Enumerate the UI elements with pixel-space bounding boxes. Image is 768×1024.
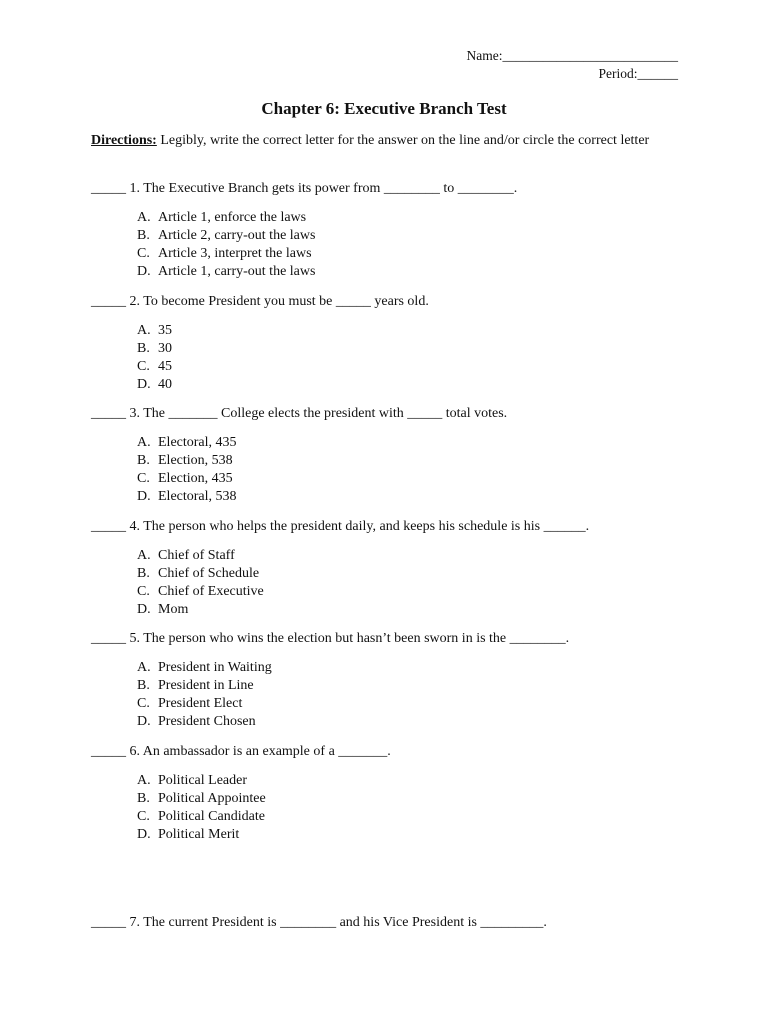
option-text: Election, 538 [158, 453, 233, 468]
question-3-options [137, 434, 237, 506]
option-item [137, 434, 237, 452]
option-text: Political Candidate [158, 809, 265, 824]
option-letter: D. [137, 827, 151, 842]
option-text: Chief of Executive [158, 584, 264, 599]
option-text: President in Line [158, 678, 254, 693]
option-text: Chief of Schedule [158, 566, 260, 581]
question-1: _____ 1. The Executive Branch gets its power from ________ to ________. [91, 181, 518, 196]
option-letter: B. [137, 791, 150, 806]
option-item [137, 358, 172, 376]
option-text: Mom [158, 602, 189, 617]
option-text: Election, 435 [158, 471, 233, 486]
name-field: Name:__________________________ [466, 48, 678, 63]
option-letter: A. [137, 548, 151, 563]
option-text: Chief of Staff [158, 548, 235, 563]
option-item [137, 565, 264, 583]
question-2-options [137, 322, 172, 394]
option-item [137, 376, 172, 394]
question-4: _____ 4. The person who helps the president daily, and keeps his schedule is his ______. [91, 519, 590, 534]
question-4-options [137, 547, 264, 619]
option-text: President in Waiting [158, 660, 272, 675]
question-6-options [137, 772, 266, 844]
option-item [137, 713, 272, 731]
option-text: Political Merit [158, 827, 240, 842]
option-item [137, 601, 264, 619]
option-text: Article 3, interpret the laws [158, 246, 312, 261]
directions-text: Legibly, write the correct letter for the answer on the line and/or circle the correct letter [156, 133, 650, 148]
option-letter: B. [137, 566, 150, 581]
question-1-options [137, 209, 315, 281]
option-letter: C. [137, 246, 150, 261]
directions [91, 132, 671, 150]
option-text: Political Appointee [158, 791, 266, 806]
option-item [137, 452, 237, 470]
option-item [137, 227, 315, 245]
option-letter: A. [137, 435, 151, 450]
option-text: Electoral, 538 [158, 489, 237, 504]
option-letter: C. [137, 359, 150, 374]
option-text: 35 [158, 323, 172, 338]
option-text: 40 [158, 377, 172, 392]
question-6: _____ 6. An ambassador is an example of a _______. [91, 744, 391, 759]
option-letter: C. [137, 696, 150, 711]
option-text: Political Leader [158, 773, 248, 788]
option-item [137, 695, 272, 713]
option-letter: A. [137, 210, 151, 225]
option-item [137, 209, 315, 227]
option-letter: C. [137, 471, 150, 486]
option-letter: A. [137, 323, 151, 338]
question-7: _____ 7. The current President is ________ and his Vice President is _________. [91, 915, 547, 930]
option-item [137, 470, 237, 488]
option-letter: D. [137, 602, 151, 617]
option-item [137, 340, 172, 358]
option-text: President Chosen [158, 714, 256, 729]
option-text: Article 1, enforce the laws [158, 210, 307, 225]
option-letter: A. [137, 660, 151, 675]
option-text: President Elect [158, 696, 243, 711]
option-text: Electoral, 435 [158, 435, 237, 450]
question-5: _____ 5. The person who wins the election but hasn’t been sworn in is the ________. [91, 631, 570, 646]
option-item [137, 583, 264, 601]
option-item [137, 322, 172, 340]
option-item [137, 677, 272, 695]
option-letter: B. [137, 341, 150, 356]
option-letter: A. [137, 773, 151, 788]
option-letter: B. [137, 678, 150, 693]
directions-label: Directions: [91, 133, 157, 148]
question-3: _____ 3. The _______ College elects the president with _____ total votes. [91, 406, 508, 421]
page-title: Chapter 6: Executive Branch Test [261, 99, 507, 118]
option-letter: D. [137, 377, 151, 392]
option-item [137, 790, 266, 808]
option-item [137, 488, 237, 506]
option-letter: D. [137, 714, 151, 729]
option-item [137, 245, 315, 263]
option-item [137, 263, 315, 281]
option-letter: D. [137, 264, 151, 279]
option-letter: C. [137, 809, 150, 824]
option-letter: B. [137, 228, 150, 243]
option-item [137, 826, 266, 844]
option-letter: B. [137, 453, 150, 468]
option-item [137, 659, 272, 677]
question-5-options [137, 659, 272, 731]
option-text: 30 [158, 341, 172, 356]
option-letter: C. [137, 584, 150, 599]
option-letter: D. [137, 489, 151, 504]
option-item [137, 808, 266, 826]
option-item [137, 772, 266, 790]
question-2: _____ 2. To become President you must be _____ years old. [91, 294, 429, 309]
option-text: 45 [158, 359, 172, 374]
option-text: Article 1, carry-out the laws [158, 264, 316, 279]
option-item [137, 547, 264, 565]
period-field: Period:______ [598, 66, 678, 81]
option-text: Article 2, carry-out the laws [158, 228, 316, 243]
